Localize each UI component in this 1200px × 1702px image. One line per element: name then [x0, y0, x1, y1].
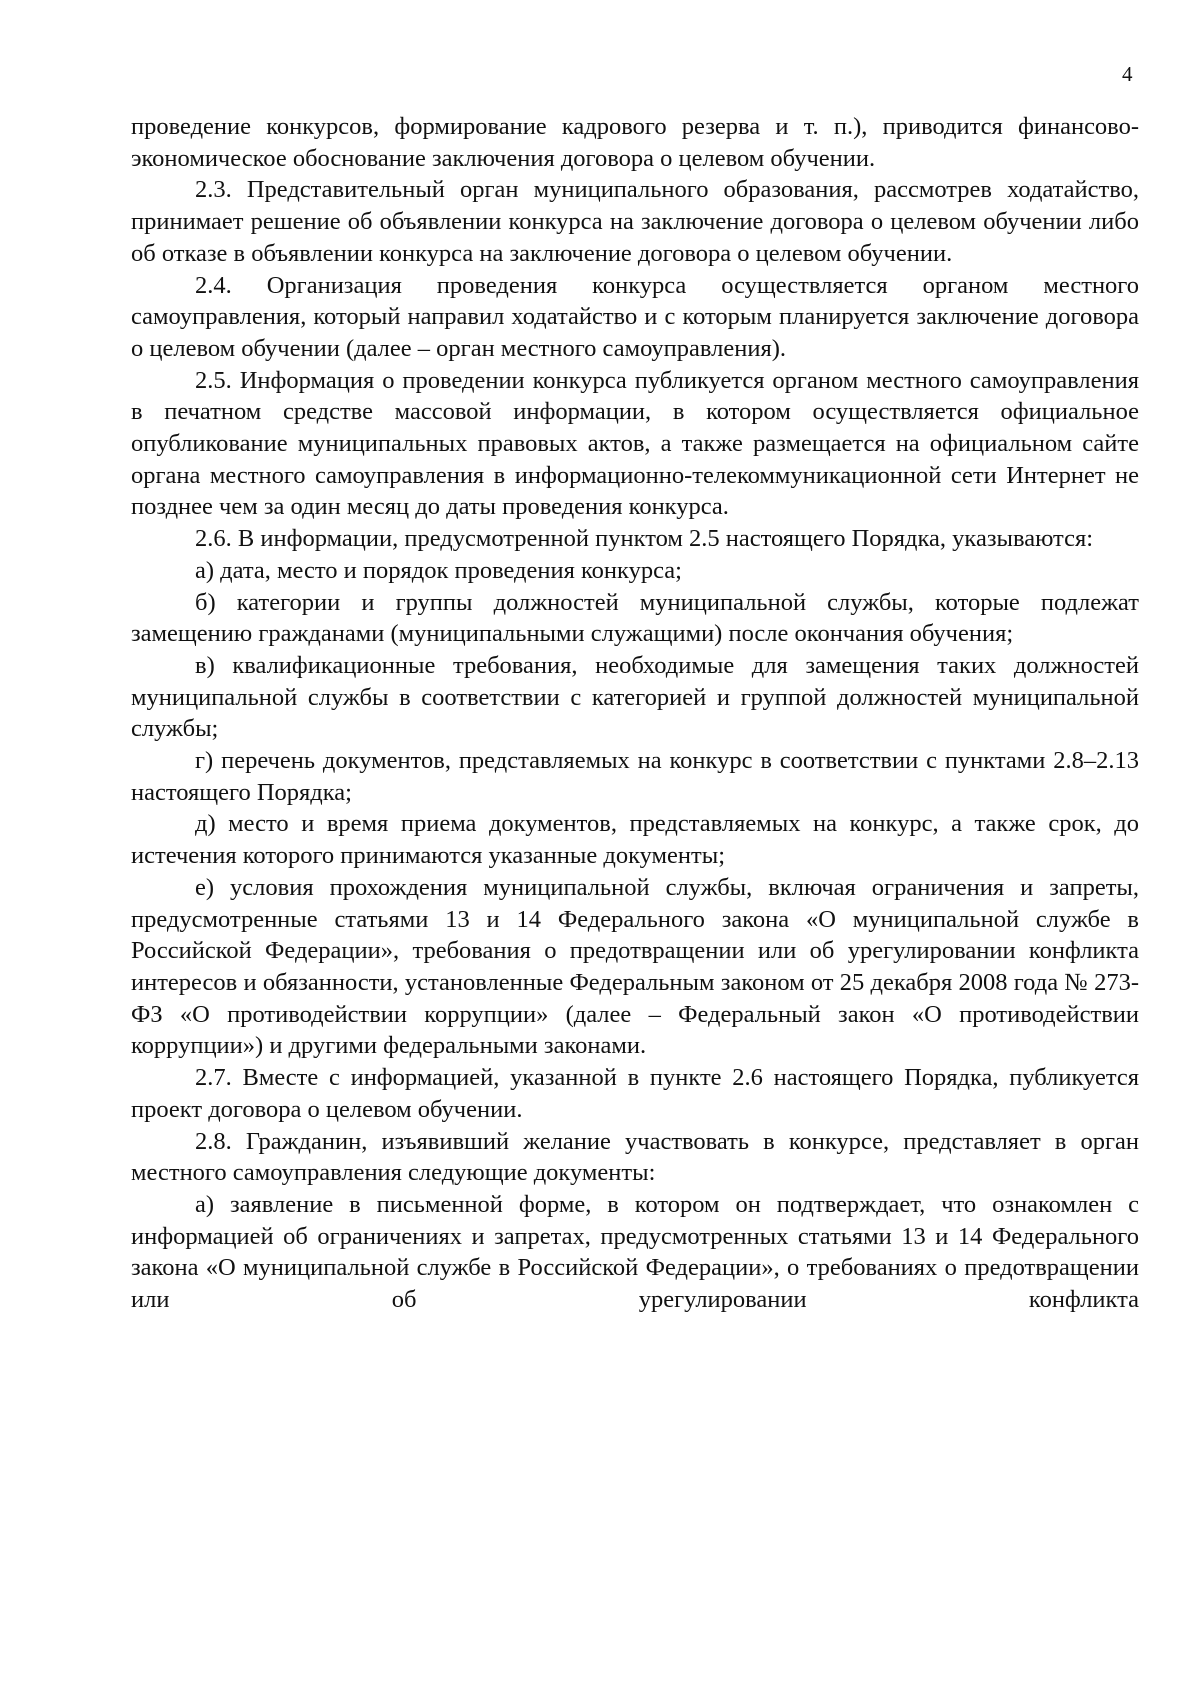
paragraph-continuation: проведение конкурсов, формирование кадрового резерва и т. п.), приводится финансово-экономическое обоснование заключения договора о целевом обучении. [131, 113, 1139, 172]
list-item-2-6-d: д) место и время приема документов, представляемых на конкурс, а также срок, до истечения которого принимаются указанные документы; [131, 810, 1139, 870]
paragraph-2-6: 2.6. В информации, предусмотренной пунктом 2.5 настоящего Порядка, указываются: [195, 525, 1094, 553]
page-number: 4 [1122, 62, 1133, 86]
paragraph-2-3: 2.3. Представительный орган муниципального образования, рассмотрев ходатайство, принимает решение об объявлении конкурса на заключение договора о целевом обучении либо об отказе в объявлении конкурса на заключение договора о целевом обучении. [131, 176, 1139, 267]
paragraph-2-7: 2.7. Вместе с информацией, указанной в пункте 2.6 настоящего Порядка, публикуется проект договора о целевом обучении. [131, 1064, 1139, 1123]
list-item-2-8-a: а) заявление в письменной форме, в котором он подтверждает, что ознакомлен с информацией об ограничениях и запретах, предусмотренных статьями 13 и 14 Федерального закона «О муниципальной службе в Российской Федерации», о требованиях о предотвращении или об урегулировании конфликта [131, 1190, 1139, 1314]
document-body [131, 111, 1139, 1316]
paragraph-2-4: 2.4. Организация проведения конкурса осуществляется органом местного самоуправления, который направил ходатайство и с которым планируется заключение договора о целевом обучении (далее – орган местного самоуправления). [131, 271, 1139, 362]
list-item-2-6-v: в) квалификационные требования, необходимые для замещения таких должностей муниципальной службы в соответствии с категорией и группой должностей муниципальной службы; [131, 651, 1139, 743]
list-item-2-6-e: е) условия прохождения муниципальной службы, включая ограничения и запреты, предусмотренные статьями 13 и 14 Федерального закона «О муниципальной службе в Российской Федерации», требования о предотвращении или об урегулировании конфликта интересов и обязанности, установленные Федеральным законом от 25 декабря 2008 года № 273-ФЗ «О противодействии коррупции» (далее – Федеральный закон «О противодействии коррупции») и другими федеральными законами. [131, 873, 1139, 1060]
list-item-2-6-g: г) перечень документов, представляемых на конкурс в соответствии с пунктами 2.8–2.13 настоящего Порядка; [131, 747, 1139, 806]
list-item-2-6-b: б) категории и группы должностей муниципальной службы, которые подлежат замещению гражданами (муниципальными служащими) после окончания обучения; [131, 588, 1139, 648]
list-item-2-6-a: а) дата, место и порядок проведения конкурса; [195, 556, 682, 584]
paragraph-2-5: 2.5. Информация о проведении конкурса публикуется органом местного самоуправления в печатном средстве массовой информации, в котором осуществляется официальное опубликование муниципальных правовых актов, а также размещается на официальном сайте органа местного самоуправления в информационно-телекоммуникационной сети Интернет не позднее чем за один месяц до даты проведения конкурса. [131, 366, 1139, 521]
paragraph-2-8: 2.8. Гражданин, изъявивший желание участвовать в конкурсе, представляет в орган местного самоуправления следующие документы: [131, 1127, 1139, 1187]
